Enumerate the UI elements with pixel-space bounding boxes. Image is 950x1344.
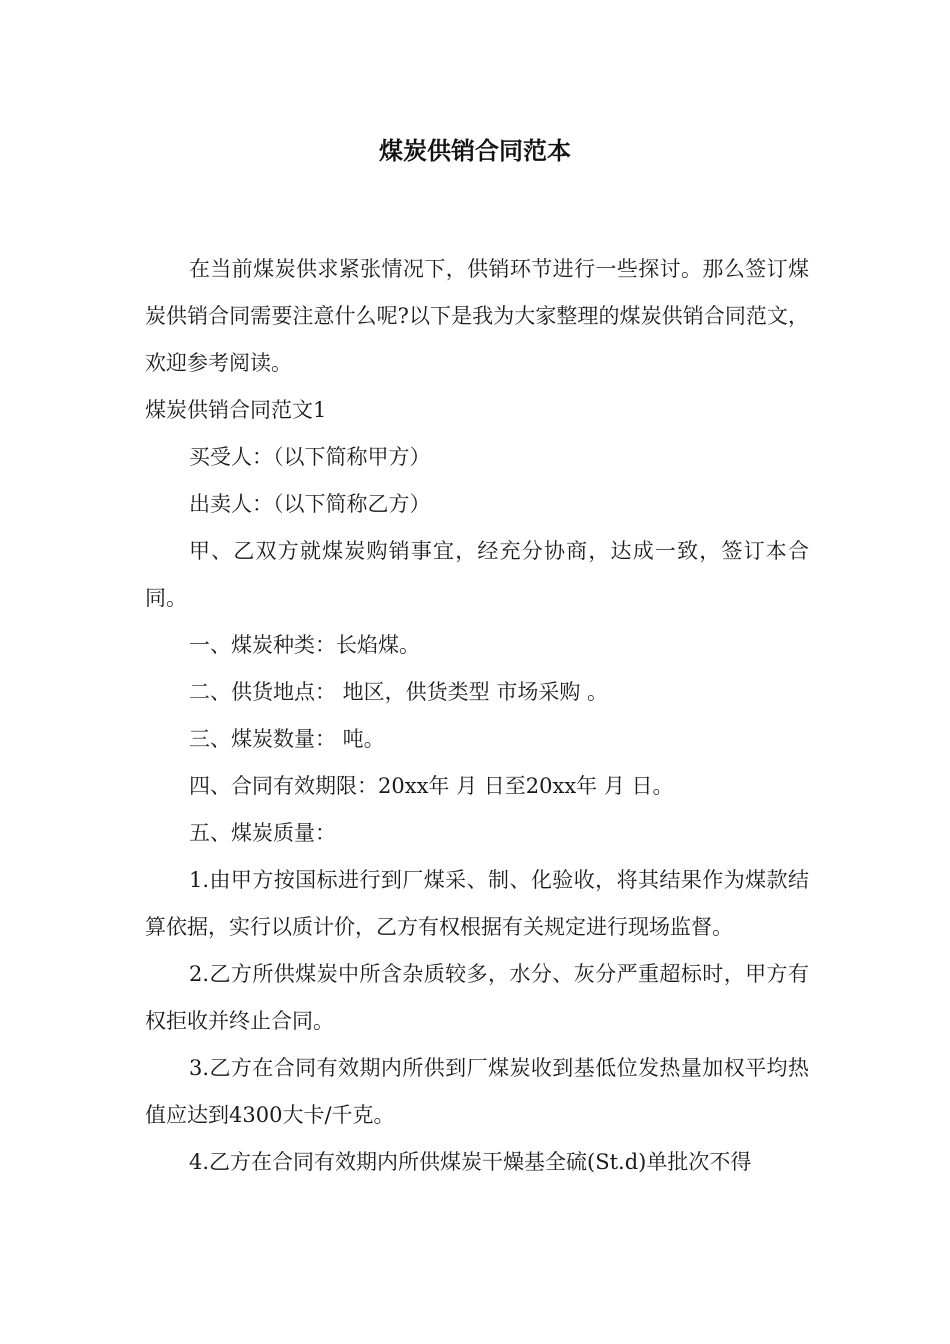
document-body (145, 246, 809, 1186)
paragraph-quality-item-2: 2.乙方所供煤炭中所含杂质较多，水分、灰分严重超标时，甲方有权拒收并终止合同。 (145, 962, 809, 1033)
paragraph-buyer: 买受人：（以下简称甲方） (189, 445, 431, 469)
paragraph-quality-item-3: 3.乙方在合同有效期内所供到厂煤炭收到基低位发热量加权平均热值应达到4300大卡/千克。 (145, 1056, 809, 1127)
paragraph-validity-period: 四、合同有效期限：20xx年 月 日至20xx年 月 日。 (189, 774, 674, 798)
paragraph-intro: 在当前煤炭供求紧张情况下，供销环节进行一些探讨。那么签订煤炭供销合同需要注意什么呢?以下是我为大家整理的煤炭供销合同范文，欢迎参考阅读。 (145, 257, 809, 375)
paragraph-agreement: 甲、乙双方就煤炭购销事宜，经充分协商，达成一致，签订本合同。 (145, 539, 809, 610)
paragraph-coal-quality: 五、煤炭质量： (189, 821, 336, 845)
paragraph-quality-item-4: 4.乙方在合同有效期内所供煤炭干燥基全硫(St.d)单批次不得 (189, 1150, 752, 1174)
paragraph-coal-type: 一、煤炭种类：长焰煤。 (189, 633, 420, 657)
paragraph-section-heading: 煤炭供销合同范文1 (145, 398, 327, 422)
paragraph-seller: 出卖人：（以下简称乙方） (189, 492, 431, 516)
paragraph-quality-item-1: 1.由甲方按国标进行到厂煤采、制、化验收，将其结果作为煤款结算依据，实行以质计价，乙方有权根据有关规定进行现场监督。 (145, 868, 809, 939)
paragraph-supply-location: 二、供货地点： 地区，供货类型 市场采购 。 (189, 680, 609, 704)
paragraph-coal-quantity: 三、煤炭数量： 吨。 (189, 727, 385, 751)
document-title: 煤炭供销合同范本 (379, 137, 571, 165)
